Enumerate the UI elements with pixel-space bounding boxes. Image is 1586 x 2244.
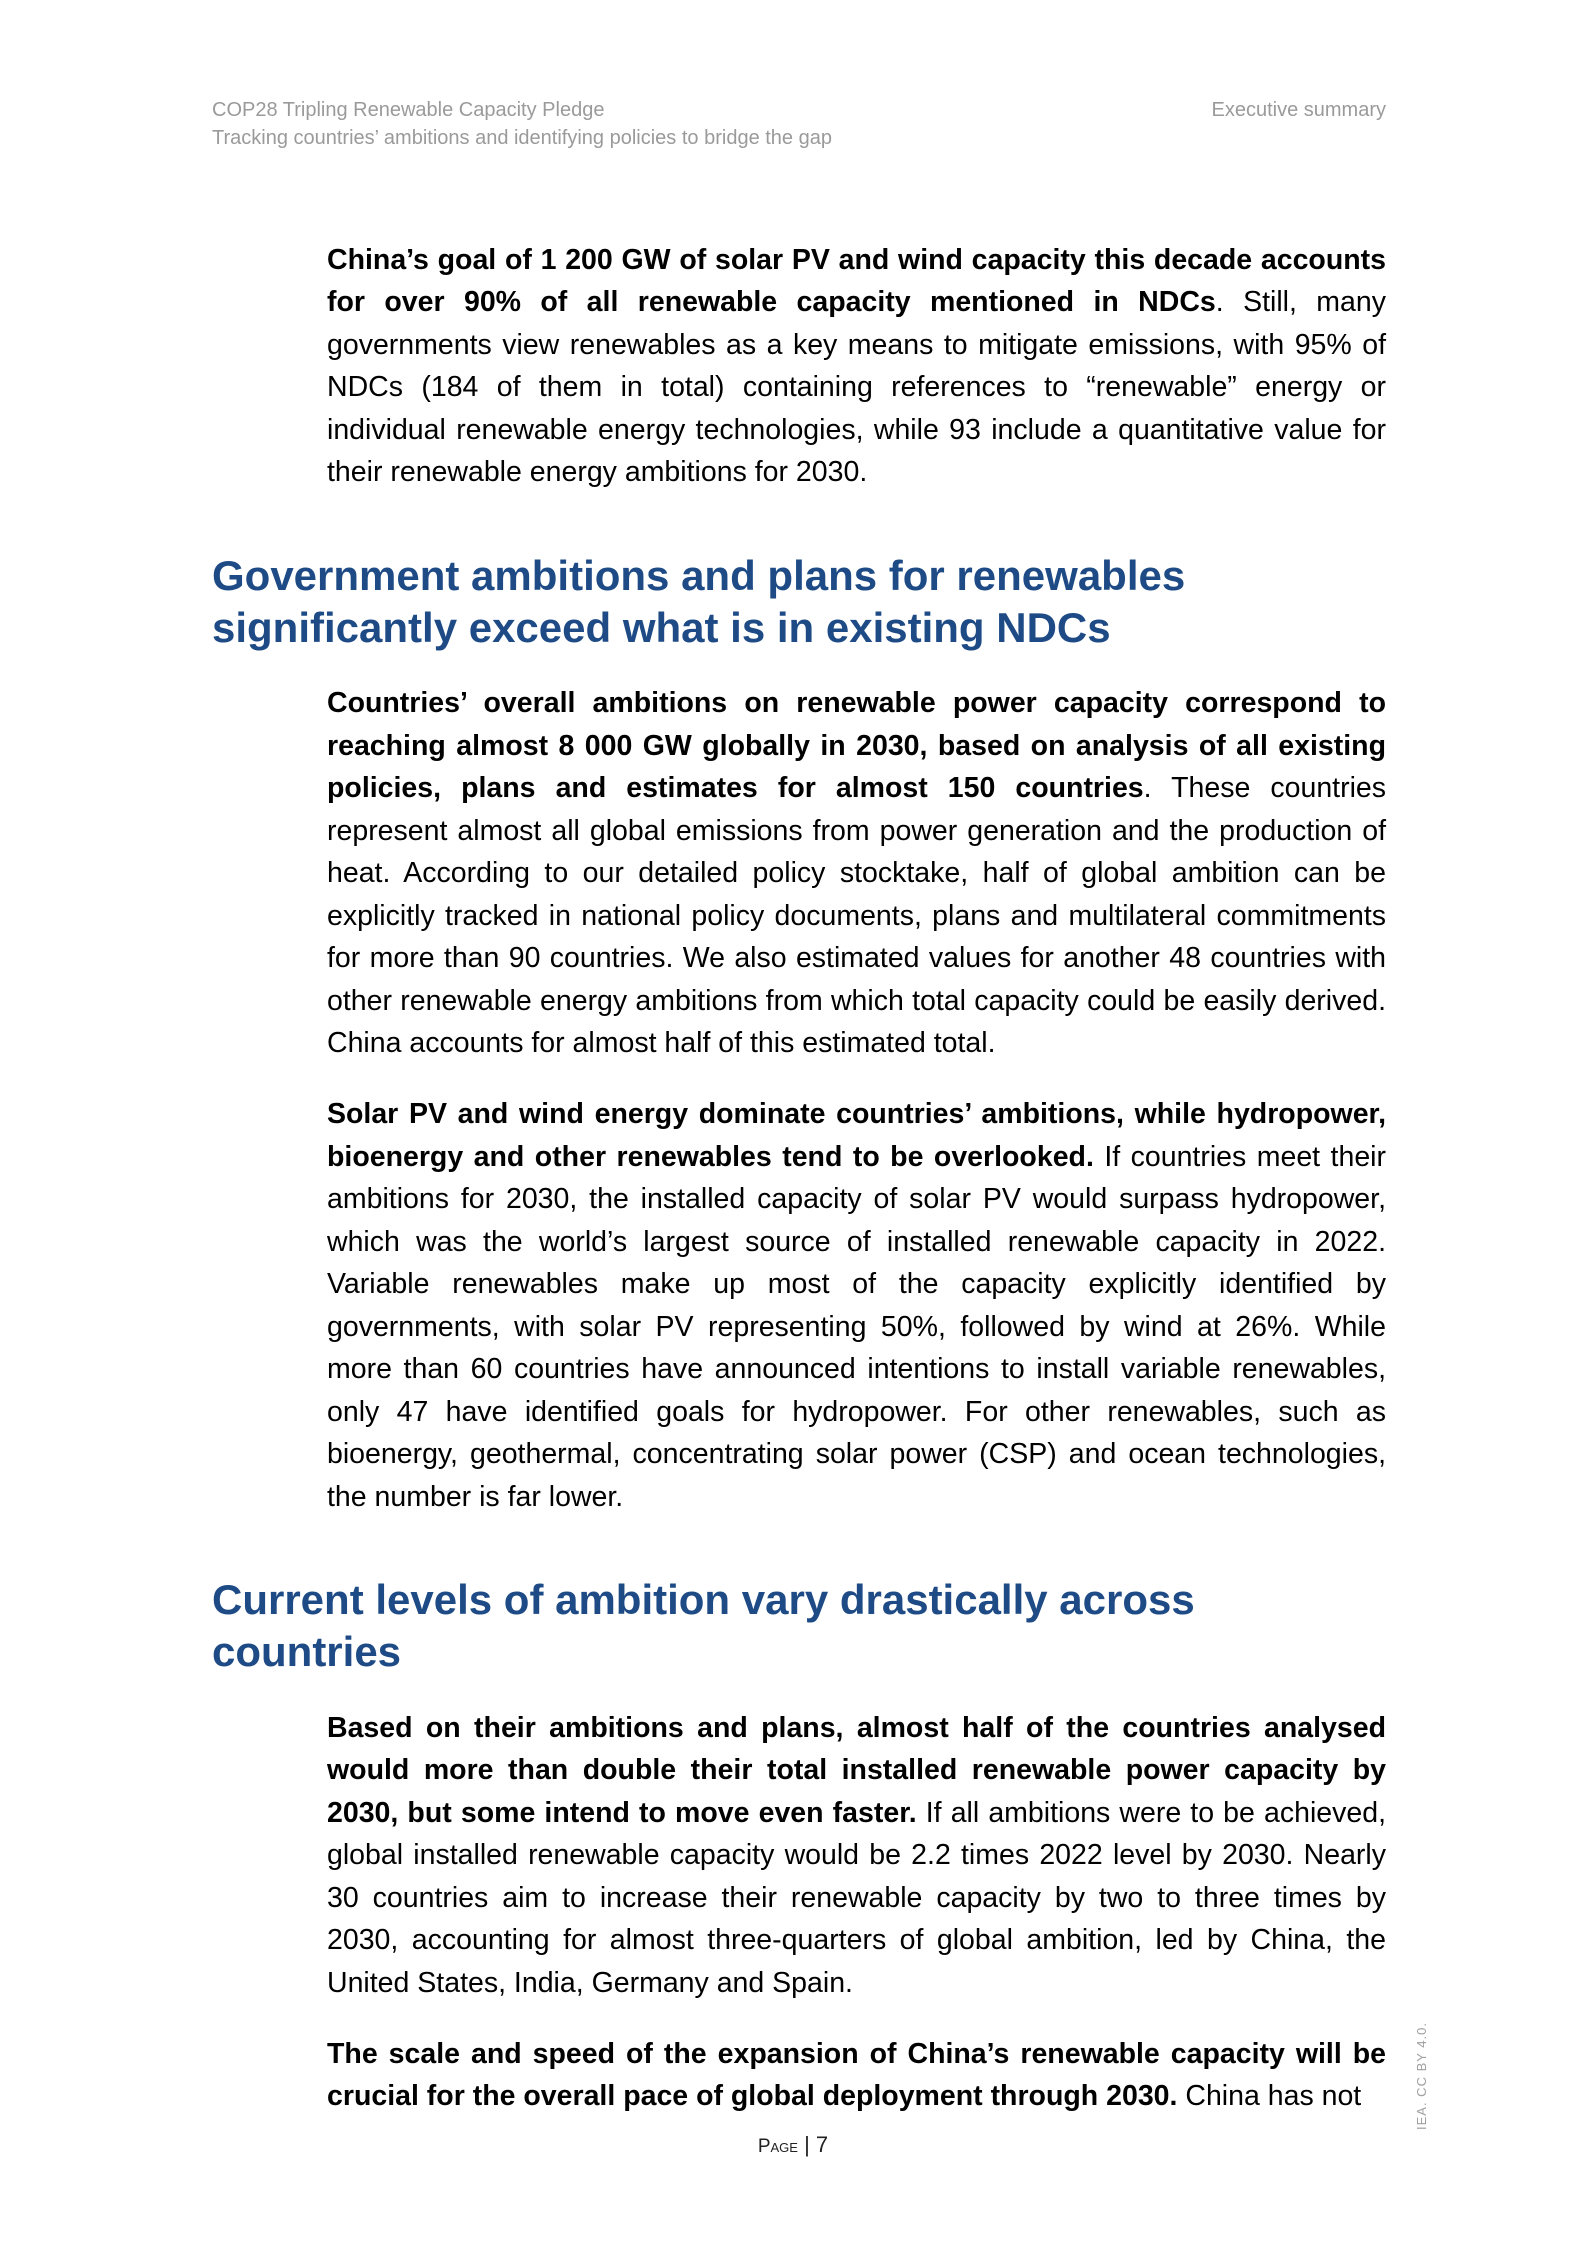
paragraph-text: If countries meet their ambitions for 2030, the installed capacity of solar PV would surpass hydropower, which was the world’s largest source of installed renewable capacity in 2022. Variable renewables make up most of the capacity explicitly identified by governments, with solar PV representing 50%, followed by wind at 26%. While more than 60 countries have announced intentions to install variable renewables, only 47 have identified goals for hydropower. For other renewables, such as bioenergy, geothermal, concentrating solar power (CSP) and ocean technologies, the number is far lower. <box>327 1140 1386 1513</box>
paragraph-lead: Solar PV and wind energy dominate countries’ ambitions, while hydropower, bioenergy and other renewables tend to be overlooked. <box>327 1098 1386 1173</box>
report-subtitle: Tracking countries’ ambitions and identifying policies to bridge the gap <box>212 127 832 149</box>
section-heading-variation: Current levels of ambition vary drastically across countries <box>212 1576 1195 1675</box>
paragraph-lead: Countries’ overall ambitions on renewable power capacity correspond to reaching almost 8 000 GW globally in 2030, based on analysis of all existing policies, plans and estimates for almost 150 countries <box>327 687 1386 804</box>
section-label: Executive summary <box>1211 99 1386 121</box>
license-watermark: IEA. CC BY 4.0. <box>1414 2022 1429 2130</box>
paragraph-lead: Based on their ambitions and plans, almost half of the countries analysed would more than double their total installed renewable power capacity by 2030, but some intend to move even faster. <box>327 1711 1386 1829</box>
paragraph-doubling <box>327 1707 1386 2005</box>
paragraph-text: . Still, many governments view renewables as a key means to mitigate emissions, with 95% of NDCs (184 of them in total) containing references to “renewable” energy or individual renewable energy technologies, while 93 include a quantitative value for their renewable energy ambitions for 2030. <box>327 286 1386 488</box>
paragraph-ndc-summary <box>327 239 1386 494</box>
paragraph-lead: China’s goal of 1 200 GW of solar PV and wind capacity this decade accounts for over 90% of all renewable capacity mentioned in NDCs <box>327 243 1386 318</box>
paragraph-lead: The scale and speed of the expansion of China’s renewable capacity will be crucial for the overall pace of global deployment through 2030. <box>327 2037 1386 2112</box>
page-number <box>0 2132 1586 2158</box>
page-label: Page <box>757 2136 798 2157</box>
paragraph-text: . These countries represent almost all global emissions from power generation and the production of heat. According to our detailed policy stocktake, half of global ambition can be explicitly tracked in national policy documents, plans and multilateral commitments for more than 90 countries. We also estimated values for another 48 countries with other renewable energy ambitions from which total capacity could be easily derived. China accounts for almost half of this estimated total. <box>327 772 1387 1059</box>
running-header <box>212 96 832 152</box>
page-body <box>212 210 1386 2144</box>
paragraph-china-scale <box>327 2033 1386 2118</box>
section-heading-ambitions: Government ambitions and plans for renewables significantly exceed what is in existing NDCs <box>212 551 1186 651</box>
page-separator: | <box>797 2132 816 2157</box>
page-number-value: 7 <box>815 2132 829 2157</box>
paragraph-solar-wind <box>327 1093 1386 1518</box>
paragraph-overall-ambitions <box>327 682 1386 1065</box>
paragraph-text: If all ambitions were to be achieved, global installed renewable capacity would be 2.2 times 2022 level by 2030. Nearly 30 countries aim to increase their renewable capacity by two to three times by 2030, accounting for almost three-quarters of global ambition, led by China, the United States, India, Germany and Spain. <box>327 1796 1386 1999</box>
paragraph-text: China has not <box>1177 2080 1362 2112</box>
report-title: COP28 Tripling Renewable Capacity Pledge <box>212 99 605 121</box>
